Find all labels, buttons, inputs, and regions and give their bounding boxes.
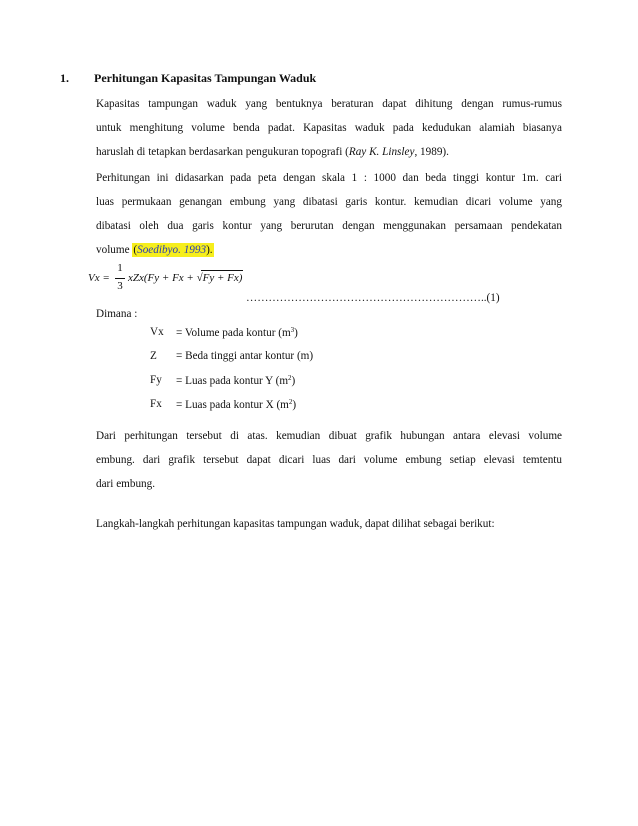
- citation-soedibyo: Soedibyo. 1993: [137, 244, 207, 256]
- highlighted-citation: [132, 243, 213, 257]
- paragraph-line: dibatasi oleh dua garis kontur yang berurutan dengan menggunakan persamaan pendekatan: [96, 220, 562, 232]
- definition-text: [176, 326, 298, 339]
- paragraph-capacity: [96, 92, 562, 164]
- text-run: volume: [96, 244, 133, 256]
- paragraph-line: Kapasitas tampungan waduk yang bentuknya beraturan dapat dihitung dengan rumus-rumus: [96, 98, 562, 110]
- formula-lhs: Vx =: [88, 272, 110, 284]
- paragraph-line: [96, 238, 562, 262]
- paragraph-line: luas permukaan genangan embung yang dibatasi garis kontur. kemudian dicari volume yang: [96, 196, 562, 208]
- paragraph-method: [96, 166, 562, 262]
- definition-symbol: Z: [150, 350, 157, 362]
- citation-linsley: Ray K. Linsley: [348, 146, 415, 158]
- fraction-numerator: 1: [117, 262, 123, 274]
- paragraph-line: Dari perhitungan tersebut di atas. kemudian dibuat grafik hubungan antara elevasi volume: [96, 430, 562, 442]
- definition-symbol: Fx: [150, 398, 162, 410]
- text-run: haruslah di tetapkan berdasarkan pengukuran topografi (: [96, 146, 349, 158]
- text-run: = Luas pada kontur X (m: [176, 399, 289, 411]
- paragraph-line: embung. dari grafik tersebut dapat dicari luas dari volume embung setiap elevasi temtentu: [96, 454, 562, 466]
- text-run: ): [294, 327, 298, 339]
- dimana-label: Dimana :: [96, 308, 138, 320]
- equation-number: ………………………………………………………..(1): [246, 292, 500, 304]
- paragraph-line: [96, 140, 562, 164]
- definition-text: [176, 398, 296, 411]
- paragraph-line: Langkah-langkah perhitungan kapasitas tampungan waduk, dapat dilihat sebagai berikut:: [96, 518, 495, 530]
- fraction-denominator: 3: [117, 280, 123, 292]
- section-heading: [60, 71, 316, 86]
- text-run: = Beda tinggi antar kontur (m): [176, 350, 314, 362]
- section-title: Perhitungan Kapasitas Tampungan Waduk: [94, 71, 317, 85]
- definition-text: [176, 350, 313, 362]
- formula-rhs: xZx(Fy + Fx + √Fy + Fx): [128, 272, 243, 284]
- paragraph-line: dari embung.: [96, 478, 156, 490]
- paragraph-graph: [96, 424, 562, 496]
- text-run: , 1989).: [414, 146, 449, 158]
- text-run: = Luas pada kontur Y (m: [176, 375, 289, 387]
- text-run: ): [292, 399, 297, 411]
- text-run: ): [291, 375, 296, 387]
- superscript: 3: [290, 326, 295, 334]
- text-run: ).: [206, 244, 213, 256]
- definition-symbol: Fy: [150, 374, 162, 386]
- text-run: = Volume pada kontur (m: [176, 327, 291, 339]
- section-number: 1.: [60, 71, 69, 85]
- definition-text: [176, 374, 295, 387]
- paragraph-line: untuk menghitung volume benda padat. Kapasitas waduk pada kedudukan alamiah biasanya: [96, 122, 562, 134]
- text-run: (: [133, 244, 138, 256]
- paragraph-line: Perhitungan ini didasarkan pada peta dengan skala 1 : 1000 dan beda tinggi kontur 1m. cari: [96, 172, 562, 184]
- superscript: 2: [288, 374, 292, 382]
- definition-symbol: Vx: [150, 326, 164, 338]
- fraction-bar: [115, 278, 125, 279]
- sqrt-overline: [201, 270, 243, 271]
- paragraph-steps: [96, 512, 562, 536]
- superscript: 2: [288, 398, 293, 406]
